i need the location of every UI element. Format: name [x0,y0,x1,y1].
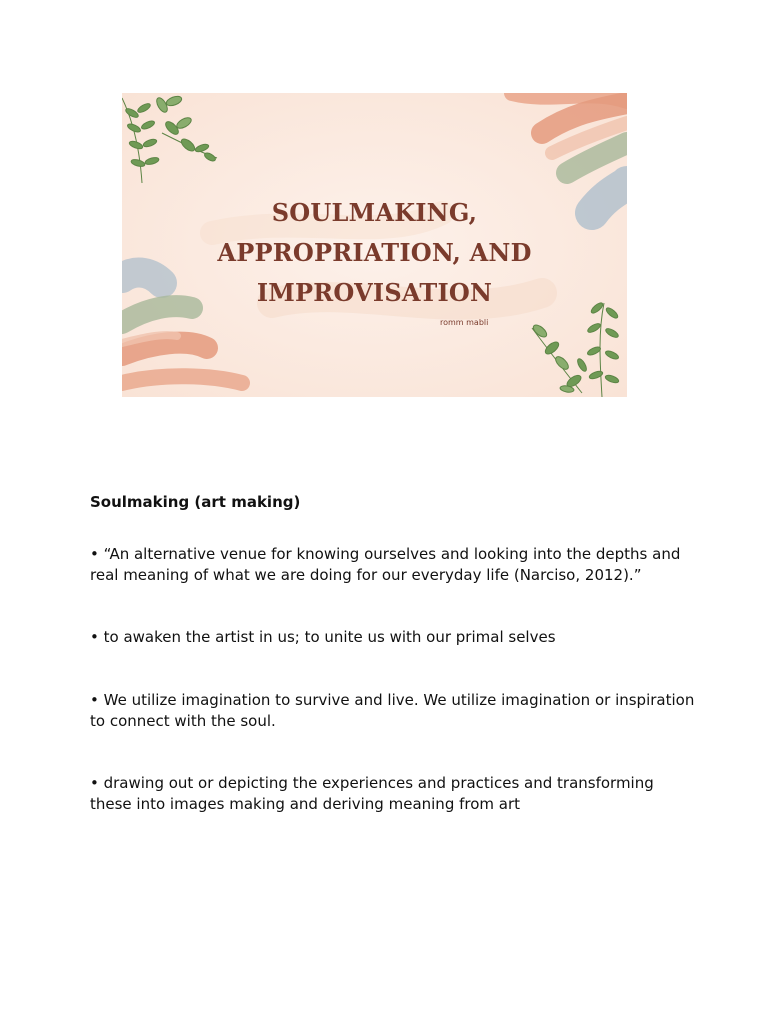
section-heading: Soulmaking (art making) [90,493,301,511]
bullet-paragraph: • “An alternative venue for knowing ourselves and looking into the depths and real meaning of what we are doing for our everyday life (Narciso, 2012).” [90,545,681,584]
bullet-paragraph: • to awaken the artist in us; to unite us with our primal selves [90,628,556,646]
slide-title-line-2: APPROPRIATION, AND [217,238,532,267]
slide-title-line-3: IMPROVISATION [256,278,493,307]
bullet-paragraph: • We utilize imagination to survive and live. We utilize imagination or inspiration to connect with the soul. [90,691,695,730]
slide-author: romm mabli [440,318,489,327]
slide-title-line-1: SOULMAKING, [271,198,478,227]
slide-title [122,193,627,313]
bullet-paragraph: • drawing out or depicting the experiences and practices and transforming these into images making and deriving meaning from art [90,774,654,813]
title-slide-image [122,93,627,397]
